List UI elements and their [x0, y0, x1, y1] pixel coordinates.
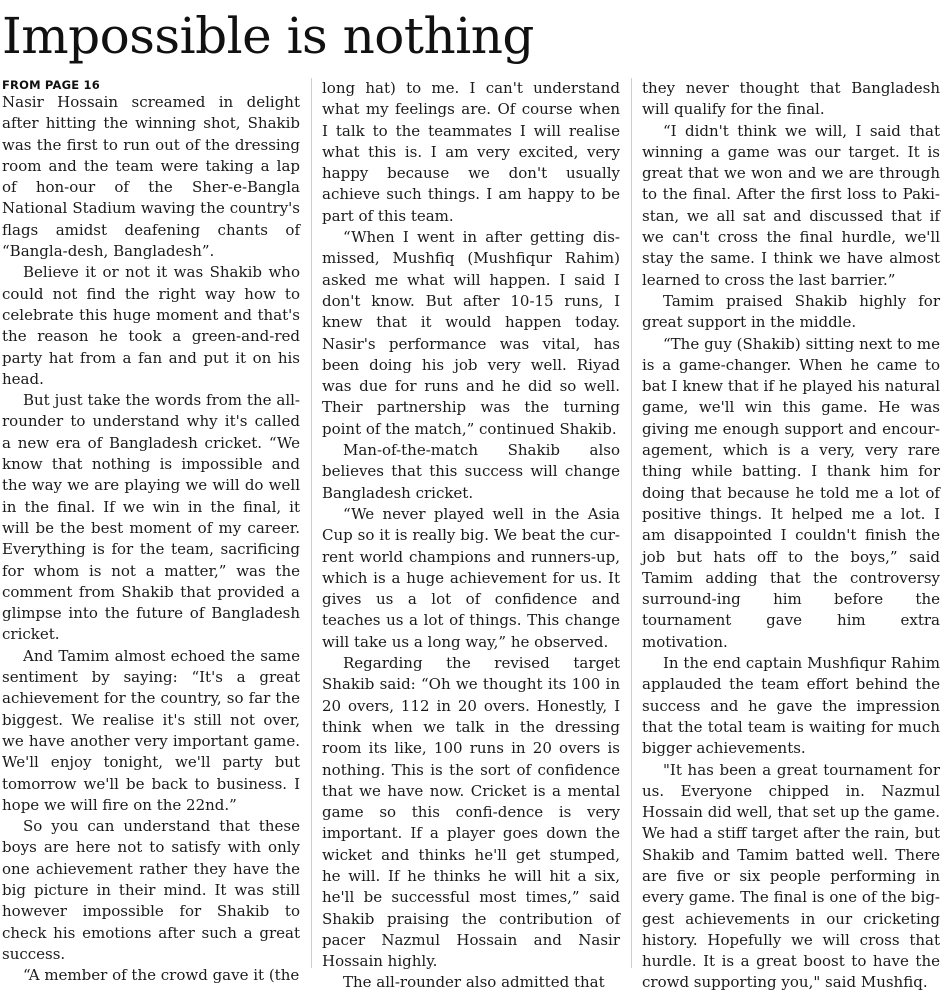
paragraph: “We never played well in the Asia Cup so it is really big. We beat the cur-rent world champions and runners-up, which is a huge achievement for us. It gives us a lot of confidence and teaches us a lot of things. This change will take us a long way,” he observed.: [322, 504, 620, 651]
kicker: FROM PAGE 16: [2, 78, 100, 92]
paragraph: In the end captain Mushfiqur Rahim applauded the team effort behind the success and he gave the impression that the total team is waiting for much bigger achievements.: [642, 654, 940, 758]
paragraph: long hat) to me. I can't understand what my feelings are. Of course when I talk to the teammates I will realise what this is. I am very excited, very happy because we don't usually achieve such things. I am happy to be part of this team.: [322, 79, 620, 225]
paragraph: The all-rounder also admitted that: [343, 973, 605, 992]
article-column-2: [322, 78, 620, 994]
paragraph: “The guy (Shakib) sitting next to me is a game-changer. When he came to bat I knew that if he played his natural game, we'll win this game. He was giving me enough support and encour-agement, which is a very, very rare thing while batting. I thank him for doing that because he told me a lot of positive things. It helped me a lot. I am disappointed I couldn't finish the job but hats off to the boys,” said Tamim adding that the controversy surround-ing him before the tournament gave him extra motivation.: [642, 334, 940, 651]
paragraph: Nasir Hossain screamed in delight after hitting the winning shot, Shakib was the first to run out of the dressing room and the team were taking a lap of hon-our of the Sher-e-Bangla National Stadium waving the country's flags amidst deafening chants of “Bangla-desh, Bangladesh”.: [2, 93, 300, 261]
paragraph: But just take the words from the all-rounder to understand why it's called a new era of Bangladesh cricket. “We know that nothing is impossible and the way we are playing we will do well in the final. If we win in the final, it will be the best moment of my career. Everything is for the team, sacrificing for whom is not a matter,” was the comment from Shakib that provided a glimpse into the future of Bangladesh cricket.: [2, 391, 300, 644]
paragraph: Believe it or not it was Shakib who could not find the right way how to celebrate this huge moment and that's the reason he took a green-and-red party hat from a fan and put it on his head.: [2, 263, 300, 388]
article-column-1: [2, 78, 300, 986]
paragraph: "It has been a great tournament for us. Everyone chipped in. Nazmul Hossain did well, that set up the game. We had a stiff target after the rain, but Shakib and Tamim batted well. There are five or six people performing in every game. The final is one of the big-gest achievements in our cricketing history. Hopefully we will cross that hurdle. It is a great boost to have the crowd supporting you," said Mushfiq.: [642, 760, 940, 992]
paragraph: “A member of the crowd gave it (the: [23, 966, 300, 985]
column-divider: [631, 78, 632, 968]
paragraph: “I didn't think we will, I said that winning a game was our target. It is great that we won and we are through to the final. After the first loss to Paki-stan, we all sat and discussed that if we can't cross the final hurdle, we'll stay the same. I think we have almost learned to cross the last barrier.”: [642, 121, 940, 289]
article-column-3: [642, 78, 940, 994]
headline: Impossible is nothing: [2, 7, 534, 65]
paragraph: Tamim praised Shakib highly for great support in the middle.: [642, 291, 940, 332]
paragraph: Man-of-the-match Shakib also believes that this success will change Bangladesh cricket.: [322, 441, 620, 502]
paragraph: Regarding the revised target Shakib said: “Oh we thought its 100 in 20 overs, 112 in 20 overs. Honestly, I think when we talk in the dressing room its like, 100 runs in 20 overs is nothing. This is the sort of confidence that we have now. Cricket is a mental game so this confi-dence is very important. If a player goes down the wicket and thinks he'll get stumped, he will. If he thinks he will hit a six, he'll be successful most times,” said Shakib praising the contribution of pacer Nazmul Hossain and Nasir Hossain highly.: [322, 654, 620, 971]
paragraph: And Tamim almost echoed the same sentiment by saying: “It's a great achievement for the country, so far the biggest. We realise it's still not over, we have another very important game. We'll enjoy tonight, we'll party but tomorrow we'll be back to business. I hope we will fire on the 22nd.”: [2, 646, 300, 814]
paragraph: “When I went in after getting dis-missed, Mushfiq (Mushfiqur Rahim) asked me what will happen. I said I don't know. But after 10-15 runs, I knew that it would happen today. Nasir's performance was vital, has been doing his job very well. Riyad was due for runs and he did so well. Their partnership was the turning point of the match,” continued Shakib.: [322, 228, 620, 438]
paragraph: they never thought that Bangladesh will qualify for the final.: [642, 79, 940, 119]
column-divider: [311, 78, 312, 968]
paragraph: So you can understand that these boys are here not to satisfy with only one achievement rather they have the big picture in their mind. It was still however impossible for Shakib to check his emotions after such a great success.: [2, 817, 300, 963]
